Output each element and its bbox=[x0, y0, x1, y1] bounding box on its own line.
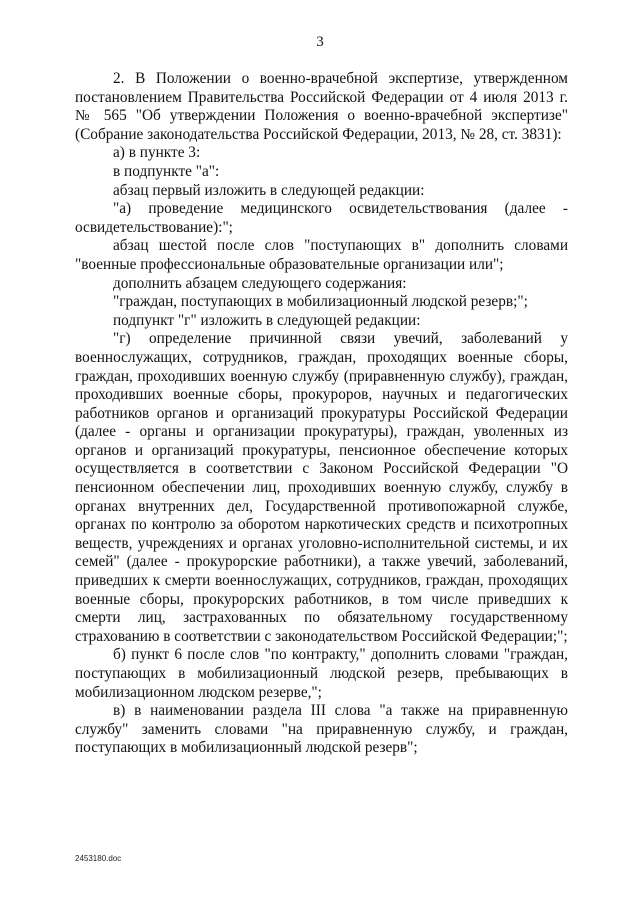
paragraph-quote-a: "а) проведение медицинского освидетельствования (далее - освидетельствование):"; bbox=[75, 200, 568, 236]
paragraph-subitem-b: б) пункт 6 после слов "по контракту," дополнить словами "граждан, поступающих в мобилизационный людской резерв, пребывающих в мобилизационном людском резерве,"; bbox=[75, 646, 568, 701]
paragraph-subpoint-a: в подпункте "а": bbox=[113, 162, 220, 180]
paragraph-quote-g: "г) определение причинной связи увечий, заболеваний у военнослужащих, сотрудников, граждан, проходящих военные сборы, граждан, проходивших военную службу (приравненную службу), граждан, проходивших военные сборы, прокуроров, научных и педагогических работников органов и организаций прокуратуры Российской Федерации (далее - органы и организации прокуратуры), граждан, уволенных из органов и организаций прокуратуры, пенсионное обеспечение которых осуществляется в соответствии с Законом Российской Федерации "О пенсионном обеспечении лиц, проходивших военную службу, службу в органах внутренних дел, Государственной противопожарной службе, органах по контролю за оборотом наркотических средств и психотропных веществ, учреждениях и органах уголовно-исполнительной системы, и их семей" (далее - прокурорские работники), а также увечий, заболеваний, приведших к смерти военнослужащих, сотрудников, граждан, проходящих военные сборы, прокурорских работников, в том числе приведших к смерти лиц, застрахованных по обязательному государственному страхованию в соответствии с законодательством Российской Федерации;"; bbox=[75, 330, 568, 645]
paragraph-sixth-abzac: абзац шестой после слов "поступающих в" дополнить словами "военные профессиональные образовательные организации или"; bbox=[75, 237, 568, 273]
paragraph-add-abzac: дополнить абзацем следующего содержания: bbox=[113, 274, 407, 292]
paragraph-subitem-v: в) в наименовании раздела III слова "а также на приравненную службу" заменить словами "на приравненную службу, и граждан, поступающих в мобилизационный людской резерв"; bbox=[75, 702, 568, 757]
paragraph-first-abzac: абзац первый изложить в следующей редакции: bbox=[113, 181, 425, 199]
paragraph-subpoint-g: подпункт "г" изложить в следующей редакции: bbox=[113, 311, 421, 329]
document-body bbox=[75, 70, 568, 758]
file-name-footer: 2453180.doc bbox=[75, 854, 122, 863]
page-number: 3 bbox=[316, 34, 324, 50]
paragraph-quote-mobilization: "граждан, поступающих в мобилизационный людской резерв;"; bbox=[113, 293, 528, 311]
paragraph-item-2: 2. В Положении о военно-врачебной экспертизе, утвержденном постановлением Правительства Российской Федерации от 4 июля 2013 г. № 565 "Об утверждении Положения о военно-врачебной экспертизе" (Собрание законодательства Российской Федерации, 2013, № 28, ст. 3831): bbox=[75, 70, 568, 143]
paragraph-subitem-a: а) в пункте 3: bbox=[113, 144, 201, 162]
